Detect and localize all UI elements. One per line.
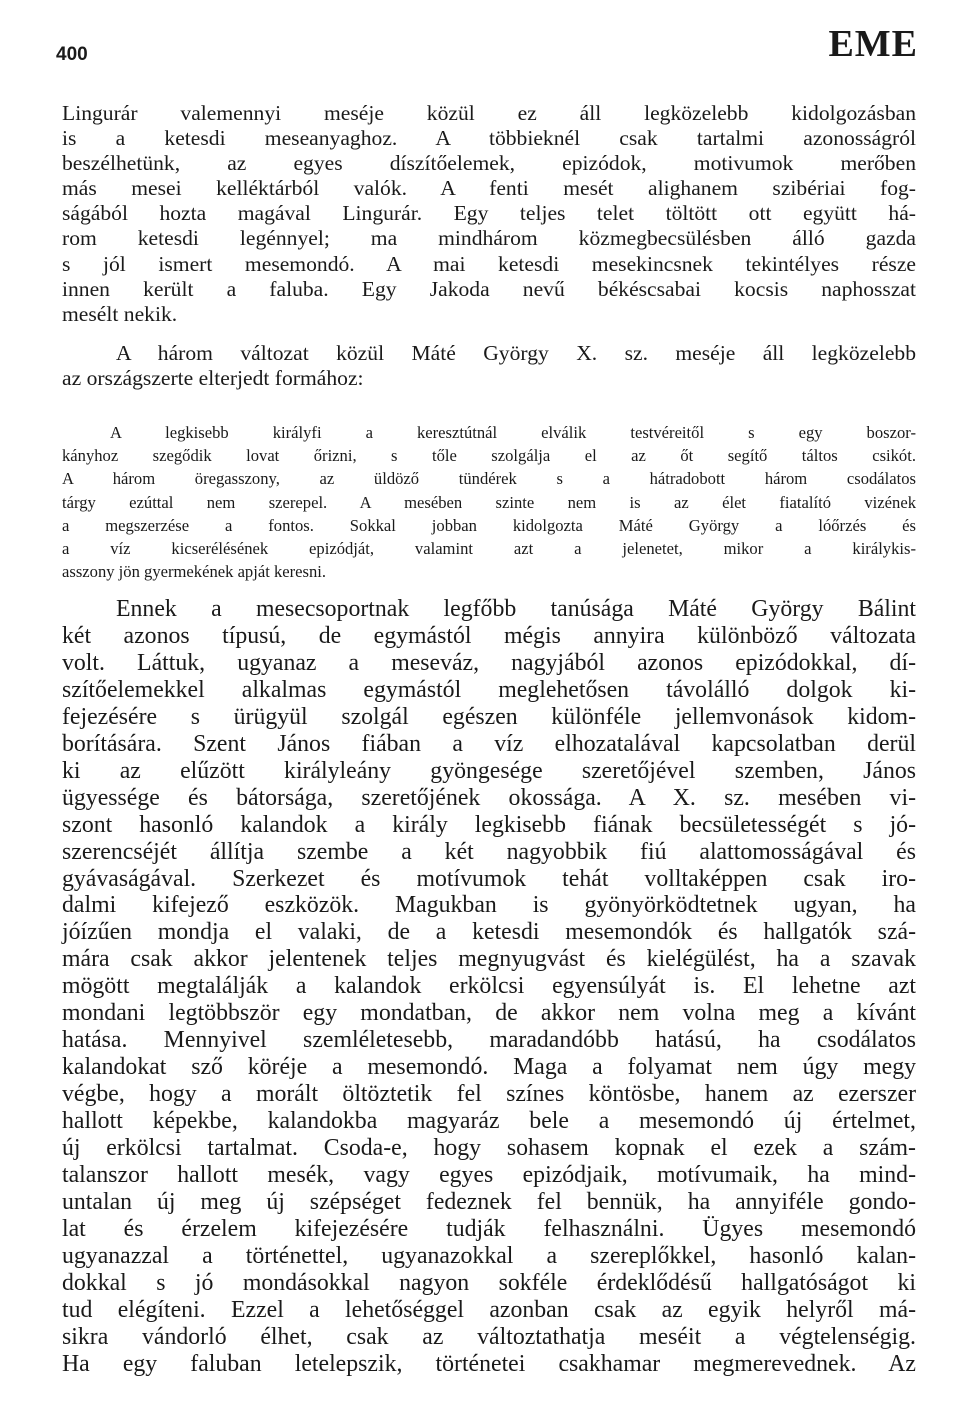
text-line: beszélhetünk, az egyes díszítőelemek, epizódok, motivumok merőben — [62, 151, 916, 176]
text-line: az országszerte elterjedt formához: — [62, 366, 364, 391]
text-line: talanszor hallott mesék, vagy egyes epizódjaik, motívumaik, ha mind- — [62, 1162, 916, 1189]
text-line: borítására. Szent János fiában a víz elhozatalával kapcsolatban derül — [62, 730, 916, 757]
text-line: dokkal s jó mondásokkal nagyon sokféle érdeklődésű hallgatóságot ki — [62, 1269, 916, 1296]
text-line: új erkölcsi tartalmat. Csoda-e, hogy sohasem kopnak el ezek a szám- — [62, 1135, 916, 1162]
text-line: s jól ismert mesemondó. A mai ketesdi mesekincsnek tekintélyes része — [62, 251, 916, 276]
text-line: rom ketesdi legénnyel; ma mindhárom közmegbecsülésben álló gazda — [62, 226, 916, 251]
text-line: két azonos típusú, de egymástól mégis annyira különböző változata — [62, 622, 916, 649]
text-line: hallott képekbe, kalandokba magyaráz bele a mesemondó új értelmet, — [62, 1108, 916, 1135]
text-line: A három öregasszony, az üldöző tündérek s a hátradobott három csodálatos — [62, 469, 916, 489]
text-line: szont hasonló kalandok a király legkisebb fiának becsületességét s jó- — [62, 811, 916, 838]
text-line: jóízűen mondja el valaki, de a ketesdi mesemondók és hallgatók szá- — [62, 919, 916, 946]
text-line: szítőelemekkel alkalmas egymástól meglehetősen távolálló dolgok ki- — [62, 676, 916, 703]
text-line: is a ketesdi meseanyaghoz. A többieknél csak tartalmi azonosságról — [62, 126, 916, 151]
text-line: mára csak akkor jelentenek teljes megnyugvást és kielégülést, ha a szavak — [62, 946, 916, 973]
text-line: kányhoz szegődik lovat őrizni, s tőle szolgálja el az őt segítő táltos csikót. — [62, 446, 916, 466]
text-line: mesélt nekik. — [62, 301, 178, 326]
text-line: hatása. Mennyivel szemléletesebb, maradandóbb hatású, ha csodálatos — [62, 1027, 916, 1054]
text-line: tud elégíteni. Ezzel a lehetőséggel azonban csak az egyik helyről má- — [62, 1296, 916, 1323]
text-line: kalandokat sző köréje a mesemondó. Maga a folyamat nem úgy megy — [62, 1054, 916, 1081]
paragraph-1 — [62, 101, 916, 327]
text-line: dalmi kifejező eszközök. Magukban is gyönyörködtetnek ugyan, ha — [62, 892, 916, 919]
text-line: tárgy ezúttal nem szerepel. A mesében szinte nem is az élet fiatalító vizének — [62, 492, 916, 512]
text-line: innen került a faluba. Egy Jakoda nevű békéscsabai kocsis naphosszat — [62, 276, 916, 301]
text-line: lat és érzelem kifejezésére tudják felhasználni. Ügyes mesemondó — [62, 1215, 916, 1242]
text-line: ügyessége és bátorsága, szeretőjének okossága. A X. sz. mesében vi- — [62, 784, 916, 811]
text-line: végbe, hogy a morált öltöztetik fel színes köntösbe, hanem az ezerszer — [62, 1081, 916, 1108]
text-line: a víz kicserélésének epizódját, valamint azt a jelenetet, mikor a királykis- — [62, 539, 916, 559]
text-line: gyávaságával. Szerkezet és motívumok tehát volltaképpen csak iro- — [62, 865, 916, 892]
paragraph-2 — [62, 341, 916, 391]
page-number: 400 — [56, 44, 88, 65]
text-line: ugyanazzal a történettel, ugyanazokkal a szereplőkkel, hasonló kalan- — [62, 1242, 916, 1269]
text-line: szerencséjét állítja szembe a két nagyobbik fiú alattomosságával és — [62, 838, 916, 865]
text-line: volt. Láttuk, ugyanaz a meseváz, nagyjából azonos epizódokkal, dí- — [62, 649, 916, 676]
text-line: fejezésére s ürügyül szolgál egészen különféle jellemvonások kidom- — [62, 703, 916, 730]
summary-small-print — [62, 421, 916, 583]
text-line: untalan új meg új szépséget fedeznek fel bennük, ha annyiféle gondo- — [62, 1188, 916, 1215]
paragraph-3 — [62, 596, 916, 1378]
text-line: a megszerzése a fontos. Sokkal jobban kidolgozta Máté György a lóőrzés és — [62, 515, 916, 535]
text-line: sikra vándorló élhet, csak az változtathatja meséit a végtelenségig. — [62, 1323, 916, 1350]
text-line: A három változat közül Máté György X. sz. meséje áll legközelebb — [116, 341, 916, 365]
text-line: ki az elűzött királyleány gyöngesége szeretőjével szemben, János — [62, 757, 916, 784]
text-line: asszony jön gyermekének apját keresni. — [62, 562, 327, 582]
text-line: más mesei kelléktárból valók. A fenti mesét alighanem szibériai fog- — [62, 176, 916, 201]
text-line: mögött megtalálják a kalandok erkölcsi egyensúlyát is. El lehetne azt — [62, 973, 916, 1000]
text-line: Lingurár valemennyi meséje közül ez áll legközelebb kidolgozásban — [62, 101, 916, 125]
publisher-logo: EME — [828, 23, 918, 65]
text-line: ságából hozta magával Lingurár. Egy teljes telet töltött ott együtt há- — [62, 201, 916, 226]
text-line: Ennek a mesecsoportnak legfőbb tanúsága Máté György Bálint — [116, 596, 916, 622]
text-line: mondani legtöbbször egy mondatban, de akkor nem volna meg a kívánt — [62, 1000, 916, 1027]
text-line: Ha egy faluban letelepszik, történetei csakhamar megmerevednek. Az — [62, 1350, 916, 1377]
text-line: A legkisebb királyfi a keresztútnál elválik testvéreitől s egy boszor- — [110, 423, 916, 442]
